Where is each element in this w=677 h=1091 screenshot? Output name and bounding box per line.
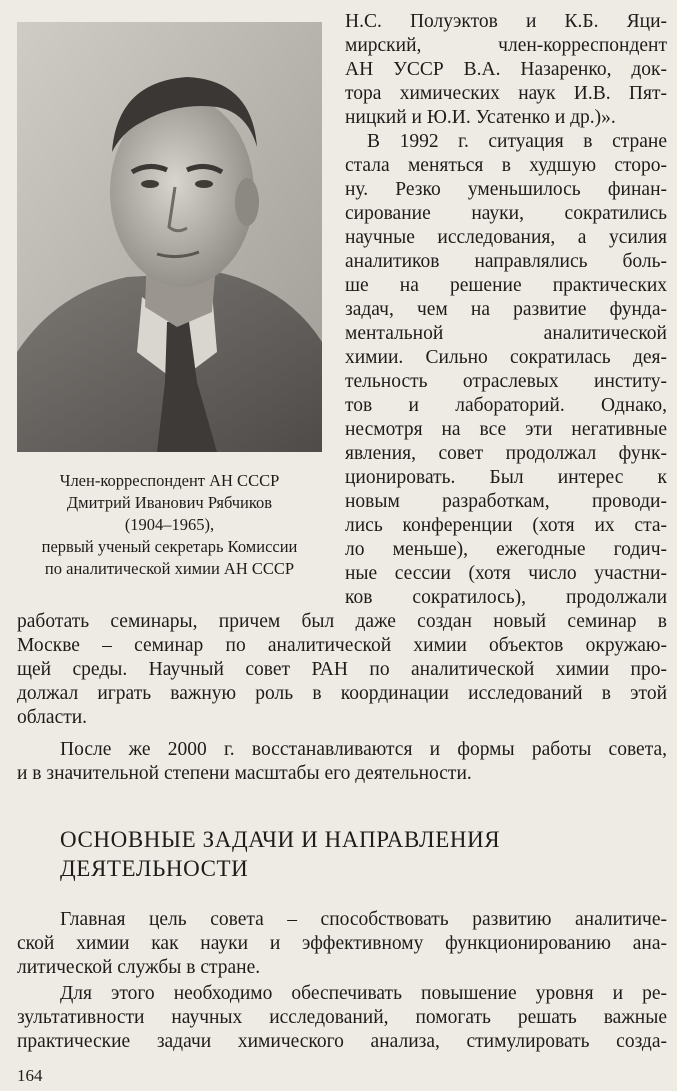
text-line: работать семинары, причем был даже создан новый семинар в [17,611,667,632]
text-line: ционировать. Был интерес к [345,467,667,488]
text-line: тов и лабораторий. Однако, [345,395,667,416]
paragraph-main-goal [17,908,667,980]
heading-line: ОСНОВНЫЕ ЗАДАЧИ И НАПРАВЛЕНИЯ [60,827,501,852]
text-line: новым разработкам, проводи- [345,491,667,512]
text-line: задач, чем на развитие фунда- [345,299,667,320]
text-line: должал играть важную роль в координации исследований в этой [17,683,667,704]
text-line: щей среды. Научный совет РАН по аналитической химии про- [17,659,667,680]
section-heading [60,825,620,883]
paragraph-after-2000 [17,738,667,786]
text-line: научные исследования, а усилия [345,227,667,248]
text-line: стала меняться в худшую сторо- [345,155,667,176]
page-number: 164 [17,1066,43,1085]
heading-line: ДЕЯТЕЛЬНОСТИ [60,856,249,881]
text-line: Н.С. Полуэктов и К.Б. Яци- [345,11,667,32]
text-line: аналитиков направлялись боль- [345,251,667,272]
text-line: практические задачи химического анализа, стимулировать созда- [17,1031,667,1052]
text-line: ные сессии (хотя число участни- [345,563,667,584]
right-column-text [345,10,667,610]
text-line: ше на решение практических [345,275,667,296]
text-line: тора химических наук И.В. Пят- [345,83,667,104]
text-line: В 1992 г. ситуация в стране [367,131,667,152]
text-line: сирование науки, сократились [345,203,667,224]
text-line: ков сократилось), продолжали [345,587,667,608]
caption-line: Дмитрий Иванович Рябчиков [66,493,273,512]
text-line: ской химии как науки и эффективному функционированию ана- [17,933,667,954]
portrait-photo [17,22,322,452]
caption-line: по аналитической химии АН СССР [44,559,295,578]
text-line: ну. Резко уменьшилось финан- [345,179,667,200]
text-line: лись конференции (хотя их ста- [345,515,667,536]
text-line: несмотря на все эти негативные [345,419,667,440]
text-line: Москве – семинар по аналитической химии объектов окружаю- [17,635,667,656]
caption-line: первый ученый секретарь Комиссии [41,537,298,556]
text-line: тельность отраслевых институ- [345,371,667,392]
text-line: мирский, член-корреспондент [345,35,667,56]
text-line: химии. Сильно сократилась дея- [345,347,667,368]
caption-line: Член-корреспондент АН СССР [59,471,280,490]
text-line: ницкий и Ю.И. Усатенко и др.)». [345,107,616,128]
text-line: АН УССР В.А. Назаренко, док- [345,59,667,80]
text-line: и в значительной степени масштабы его деятельности. [17,763,472,784]
text-line: явления, совет продолжал функ- [345,443,667,464]
text-line: После же 2000 г. восстанавливаются и формы работы совета, [60,739,667,760]
text-line: литической службы в стране. [17,957,261,978]
paragraph-continuation [17,610,667,730]
text-line: ло меньше), ежегодные годич- [345,539,667,560]
caption-line: (1904–1965), [124,515,215,534]
text-line: области. [17,707,88,728]
paragraph-requirements [17,982,667,1054]
text-line: Главная цель совета – способствовать развитию аналитиче- [60,909,667,930]
text-line: Для этого необходимо обеспечивать повышение уровня и ре- [60,983,667,1004]
photo-caption [17,470,322,580]
text-line: зультативности научных исследований, помогать решать важные [17,1007,667,1028]
text-line: ментальной аналитической [345,323,667,344]
